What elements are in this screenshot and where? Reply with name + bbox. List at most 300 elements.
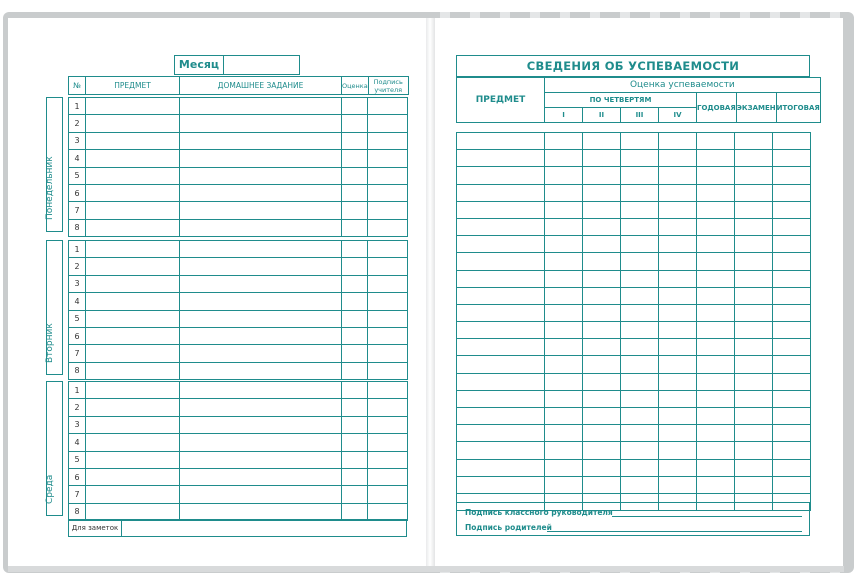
grade-entry-cell[interactable] <box>583 425 621 442</box>
lesson-row <box>69 293 408 310</box>
homework-cell[interactable] <box>180 399 342 416</box>
grade-entry-cell[interactable] <box>773 184 811 201</box>
grade-entry-cell[interactable] <box>583 373 621 390</box>
grade-entry-cell[interactable] <box>545 442 583 459</box>
homework-cell[interactable] <box>180 434 342 451</box>
grade-entry-cell[interactable] <box>621 184 659 201</box>
grade-entry-cell[interactable] <box>773 476 811 493</box>
subject-entry-cell[interactable] <box>457 476 545 493</box>
grade-entry-cell[interactable] <box>735 373 773 390</box>
grade-entry-cell[interactable] <box>545 476 583 493</box>
grade-entry-cell[interactable] <box>545 339 583 356</box>
homework-cell[interactable] <box>180 382 342 399</box>
grade-cell[interactable] <box>342 486 368 503</box>
grade-entry-cell[interactable] <box>621 236 659 253</box>
signature-cell[interactable] <box>368 275 408 292</box>
grade-entry-cell[interactable] <box>735 339 773 356</box>
grade-entry-cell[interactable] <box>545 201 583 218</box>
grade-entry-cell[interactable] <box>697 442 735 459</box>
homework-cell[interactable] <box>180 184 342 201</box>
grade-entry-cell[interactable] <box>583 150 621 167</box>
grade-cell[interactable] <box>342 150 368 167</box>
grade-entry-cell[interactable] <box>735 133 773 150</box>
subject-entry-cell[interactable] <box>457 442 545 459</box>
grade-cell[interactable] <box>342 382 368 399</box>
grade-entry-cell[interactable] <box>545 356 583 373</box>
day-label-box <box>46 381 63 516</box>
grade-entry-cell[interactable] <box>735 390 773 407</box>
grade-entry-cell[interactable] <box>735 184 773 201</box>
subject-cell[interactable] <box>86 327 180 344</box>
grade-entry-cell[interactable] <box>659 459 697 476</box>
grade-entry-cell[interactable] <box>659 270 697 287</box>
grade-entry-cell[interactable] <box>773 408 811 425</box>
grade-cell[interactable] <box>342 184 368 201</box>
lesson-number: 2 <box>69 115 86 132</box>
parent-signature-line[interactable] <box>547 531 802 532</box>
subject-cell[interactable] <box>86 241 180 258</box>
grade-entry-cell[interactable] <box>697 408 735 425</box>
grade-entry-cell[interactable] <box>545 408 583 425</box>
grade-entry-cell[interactable] <box>773 167 811 184</box>
grade-entry-cell[interactable] <box>659 150 697 167</box>
signature-cell[interactable] <box>368 219 408 236</box>
grade-entry-cell[interactable] <box>659 373 697 390</box>
grade-entry-cell[interactable] <box>659 390 697 407</box>
signature-cell[interactable] <box>368 362 408 379</box>
grade-entry-cell[interactable] <box>735 270 773 287</box>
grade-entry-cell[interactable] <box>697 236 735 253</box>
grade-entry-cell[interactable] <box>545 184 583 201</box>
grade-entry-cell[interactable] <box>659 442 697 459</box>
grade-entry-cell[interactable] <box>659 322 697 339</box>
grade-entry-cell[interactable] <box>697 218 735 235</box>
grade-entry-cell[interactable] <box>621 304 659 321</box>
homework-cell[interactable] <box>180 167 342 184</box>
grade-entry-cell[interactable] <box>545 218 583 235</box>
grade-entry-cell[interactable] <box>659 167 697 184</box>
subject-cell[interactable] <box>86 132 180 149</box>
grade-entry-cell[interactable] <box>621 356 659 373</box>
homework-cell[interactable] <box>180 362 342 379</box>
grade-entry-cell[interactable] <box>621 373 659 390</box>
grade-entry-cell[interactable] <box>621 442 659 459</box>
signature-cell[interactable] <box>368 241 408 258</box>
homework-cell[interactable] <box>180 275 342 292</box>
grade-entry-cell[interactable] <box>773 356 811 373</box>
signature-cell[interactable] <box>368 327 408 344</box>
grade-header: Оценка <box>342 77 369 95</box>
grade-entry-cell[interactable] <box>583 201 621 218</box>
subject-entry-cell[interactable] <box>457 270 545 287</box>
grade-entry-cell[interactable] <box>583 287 621 304</box>
subject-cell[interactable] <box>86 399 180 416</box>
diary-header <box>68 76 409 95</box>
grade-cell[interactable] <box>342 416 368 433</box>
grade-entry-cell[interactable] <box>583 476 621 493</box>
grade-entry-cell[interactable] <box>697 390 735 407</box>
signature-cell[interactable] <box>368 184 408 201</box>
subject-entry-cell[interactable] <box>457 287 545 304</box>
performance-row <box>457 408 811 425</box>
subject-entry-cell[interactable] <box>457 236 545 253</box>
grade-entry-cell[interactable] <box>621 270 659 287</box>
grade-cell[interactable] <box>342 468 368 485</box>
grade-entry-cell[interactable] <box>697 287 735 304</box>
homework-cell[interactable] <box>180 486 342 503</box>
homework-cell[interactable] <box>180 202 342 219</box>
homework-cell[interactable] <box>180 345 342 362</box>
grade-entry-cell[interactable] <box>697 425 735 442</box>
subject-cell[interactable] <box>86 416 180 433</box>
grade-entry-cell[interactable] <box>659 339 697 356</box>
subject-entry-cell[interactable] <box>457 218 545 235</box>
subject-cell[interactable] <box>86 275 180 292</box>
subject-entry-cell[interactable] <box>457 167 545 184</box>
homework-cell[interactable] <box>180 468 342 485</box>
homework-cell[interactable] <box>180 327 342 344</box>
grade-entry-cell[interactable] <box>773 287 811 304</box>
subject-cell[interactable] <box>86 345 180 362</box>
homework-cell[interactable] <box>180 219 342 236</box>
grade-entry-cell[interactable] <box>545 373 583 390</box>
grade-entry-cell[interactable] <box>545 270 583 287</box>
grade-entry-cell[interactable] <box>697 322 735 339</box>
grade-entry-cell[interactable] <box>697 167 735 184</box>
grade-entry-cell[interactable] <box>583 356 621 373</box>
grade-entry-cell[interactable] <box>545 133 583 150</box>
grade-entry-cell[interactable] <box>659 425 697 442</box>
grade-entry-cell[interactable] <box>583 459 621 476</box>
signatures-box <box>456 502 810 536</box>
grade-entry-cell[interactable] <box>545 236 583 253</box>
grade-entry-cell[interactable] <box>583 442 621 459</box>
grade-entry-cell[interactable] <box>621 150 659 167</box>
grade-entry-cell[interactable] <box>659 184 697 201</box>
lesson-row <box>69 345 408 362</box>
grade-entry-cell[interactable] <box>697 253 735 270</box>
performance-row <box>457 253 811 270</box>
signature-cell[interactable] <box>368 486 408 503</box>
grade-cell[interactable] <box>342 451 368 468</box>
subject-cell[interactable] <box>86 184 180 201</box>
signature-cell[interactable] <box>368 310 408 327</box>
grade-entry-cell[interactable] <box>659 356 697 373</box>
grade-entry-cell[interactable] <box>621 201 659 218</box>
lesson-number: 2 <box>69 258 86 275</box>
grade-entry-cell[interactable] <box>735 304 773 321</box>
subject-entry-cell[interactable] <box>457 253 545 270</box>
page-edge <box>8 566 844 572</box>
lesson-row <box>69 399 408 416</box>
grade-entry-cell[interactable] <box>659 133 697 150</box>
day-table <box>68 381 408 521</box>
signature-cell[interactable] <box>368 416 408 433</box>
subject-entry-cell[interactable] <box>457 150 545 167</box>
grade-entry-cell[interactable] <box>659 218 697 235</box>
grade-entry-cell[interactable] <box>545 304 583 321</box>
subject-entry-cell[interactable] <box>457 373 545 390</box>
lesson-number: 3 <box>69 275 86 292</box>
grade-entry-cell[interactable] <box>735 253 773 270</box>
subject-entry-cell[interactable] <box>457 322 545 339</box>
homework-cell[interactable] <box>180 98 342 115</box>
grade-entry-cell[interactable] <box>583 339 621 356</box>
teacher-signature-line[interactable] <box>612 516 802 517</box>
grade-cell[interactable] <box>342 345 368 362</box>
grade-entry-cell[interactable] <box>735 201 773 218</box>
subject-cell[interactable] <box>86 486 180 503</box>
month-field[interactable] <box>174 55 300 75</box>
grade-entry-cell[interactable] <box>773 425 811 442</box>
lesson-row <box>69 327 408 344</box>
homework-cell[interactable] <box>180 293 342 310</box>
quarter-3-header: III <box>621 108 659 123</box>
subject-cell[interactable] <box>86 382 180 399</box>
number-header: № <box>69 77 86 95</box>
grade-entry-cell[interactable] <box>697 184 735 201</box>
subject-entry-cell[interactable] <box>457 201 545 218</box>
homework-cell[interactable] <box>180 241 342 258</box>
grade-entry-cell[interactable] <box>583 322 621 339</box>
subject-cell[interactable] <box>86 219 180 236</box>
lesson-number: 3 <box>69 416 86 433</box>
grade-entry-cell[interactable] <box>545 253 583 270</box>
grade-cell[interactable] <box>342 275 368 292</box>
signature-cell[interactable] <box>368 98 408 115</box>
lesson-row <box>69 150 408 167</box>
signature-cell[interactable] <box>368 258 408 275</box>
grade-entry-cell[interactable] <box>583 133 621 150</box>
subject-cell[interactable] <box>86 115 180 132</box>
grade-entry-cell[interactable] <box>545 167 583 184</box>
signature-cell[interactable] <box>368 202 408 219</box>
quarter-1-header: I <box>545 108 583 123</box>
grade-entry-cell[interactable] <box>773 322 811 339</box>
grade-entry-cell[interactable] <box>697 373 735 390</box>
homework-cell[interactable] <box>180 150 342 167</box>
subject-cell[interactable] <box>86 468 180 485</box>
subject-entry-cell[interactable] <box>457 390 545 407</box>
lesson-row <box>69 468 408 485</box>
signature-cell[interactable] <box>368 115 408 132</box>
grade-entry-cell[interactable] <box>735 167 773 184</box>
grade-entry-cell[interactable] <box>773 304 811 321</box>
subject-cell[interactable] <box>86 451 180 468</box>
grade-entry-cell[interactable] <box>621 133 659 150</box>
grade-entry-cell[interactable] <box>545 390 583 407</box>
lesson-row <box>69 202 408 219</box>
grade-entry-cell[interactable] <box>659 201 697 218</box>
grade-cell[interactable] <box>342 219 368 236</box>
grade-entry-cell[interactable] <box>621 339 659 356</box>
grade-entry-cell[interactable] <box>773 442 811 459</box>
grade-entry-cell[interactable] <box>697 304 735 321</box>
grade-entry-cell[interactable] <box>697 150 735 167</box>
lesson-number: 2 <box>69 399 86 416</box>
grade-cell[interactable] <box>342 115 368 132</box>
grade-entry-cell[interactable] <box>583 304 621 321</box>
grade-entry-cell[interactable] <box>621 459 659 476</box>
homework-cell[interactable] <box>180 132 342 149</box>
grade-entry-cell[interactable] <box>697 476 735 493</box>
subject-cell[interactable] <box>86 150 180 167</box>
signature-cell[interactable] <box>368 451 408 468</box>
grade-entry-cell[interactable] <box>735 287 773 304</box>
performance-row <box>457 390 811 407</box>
grade-entry-cell[interactable] <box>583 253 621 270</box>
grade-entry-cell[interactable] <box>583 218 621 235</box>
day-label-box <box>46 240 63 375</box>
grade-entry-cell[interactable] <box>735 408 773 425</box>
grade-entry-cell[interactable] <box>659 236 697 253</box>
grade-entry-cell[interactable] <box>621 408 659 425</box>
homework-cell[interactable] <box>180 451 342 468</box>
grade-entry-cell[interactable] <box>621 425 659 442</box>
lesson-number: 1 <box>69 241 86 258</box>
performance-title: СВЕДЕНИЯ ОБ УСПЕВАЕМОСТИ <box>456 55 810 77</box>
grade-entry-cell[interactable] <box>621 167 659 184</box>
grade-entry-cell[interactable] <box>773 150 811 167</box>
grade-cell[interactable] <box>342 293 368 310</box>
subject-cell[interactable] <box>86 202 180 219</box>
homework-cell[interactable] <box>180 258 342 275</box>
grade-entry-cell[interactable] <box>621 218 659 235</box>
grade-entry-cell[interactable] <box>697 201 735 218</box>
grade-entry-cell[interactable] <box>697 339 735 356</box>
lesson-row <box>69 184 408 201</box>
signature-cell[interactable] <box>368 468 408 485</box>
performance-row <box>457 218 811 235</box>
homework-cell[interactable] <box>180 310 342 327</box>
day-table <box>68 240 408 380</box>
grade-cell[interactable] <box>342 310 368 327</box>
grade-entry-cell[interactable] <box>545 425 583 442</box>
grade-entry-cell[interactable] <box>773 270 811 287</box>
grade-entry-cell[interactable] <box>773 339 811 356</box>
grade-entry-cell[interactable] <box>659 476 697 493</box>
lesson-row <box>69 167 408 184</box>
grade-entry-cell[interactable] <box>773 236 811 253</box>
subject-entry-cell[interactable] <box>457 425 545 442</box>
subject-cell[interactable] <box>86 362 180 379</box>
grade-entry-cell[interactable] <box>773 253 811 270</box>
performance-row <box>457 425 811 442</box>
grade-entry-cell[interactable] <box>697 133 735 150</box>
grade-entry-cell[interactable] <box>773 133 811 150</box>
grade-entry-cell[interactable] <box>545 459 583 476</box>
lesson-number: 5 <box>69 167 86 184</box>
grade-cell[interactable] <box>342 362 368 379</box>
grade-cell[interactable] <box>342 98 368 115</box>
grade-entry-cell[interactable] <box>697 356 735 373</box>
lesson-row <box>69 115 408 132</box>
signature-cell[interactable] <box>368 345 408 362</box>
signature-cell[interactable] <box>368 150 408 167</box>
grade-cell[interactable] <box>342 327 368 344</box>
grade-entry-cell[interactable] <box>583 390 621 407</box>
performance-row <box>457 270 811 287</box>
grade-cell[interactable] <box>342 399 368 416</box>
subject-cell[interactable] <box>86 310 180 327</box>
grade-entry-cell[interactable] <box>583 270 621 287</box>
grade-entry-cell[interactable] <box>659 253 697 270</box>
grade-entry-cell[interactable] <box>583 167 621 184</box>
grade-entry-cell[interactable] <box>545 150 583 167</box>
grade-entry-cell[interactable] <box>621 287 659 304</box>
grade-entry-cell[interactable] <box>735 236 773 253</box>
grade-cell[interactable] <box>342 434 368 451</box>
grade-entry-cell[interactable] <box>545 287 583 304</box>
signature-cell[interactable] <box>368 132 408 149</box>
grade-entry-cell[interactable] <box>735 459 773 476</box>
grade-entry-cell[interactable] <box>735 425 773 442</box>
grade-entry-cell[interactable] <box>659 287 697 304</box>
notes-label: Для заметок <box>69 520 122 536</box>
grade-entry-cell[interactable] <box>545 322 583 339</box>
subject-entry-cell[interactable] <box>457 356 545 373</box>
subject-entry-cell[interactable] <box>457 304 545 321</box>
grade-entry-cell[interactable] <box>735 442 773 459</box>
grade-entry-cell[interactable] <box>773 373 811 390</box>
signature-cell[interactable] <box>368 293 408 310</box>
subject-entry-cell[interactable] <box>457 184 545 201</box>
signature-cell[interactable] <box>368 399 408 416</box>
subject-cell[interactable] <box>86 258 180 275</box>
grade-entry-cell[interactable] <box>583 408 621 425</box>
subject-cell[interactable] <box>86 167 180 184</box>
subject-cell[interactable] <box>86 98 180 115</box>
grade-entry-cell[interactable] <box>773 390 811 407</box>
grade-entry-cell[interactable] <box>659 304 697 321</box>
homework-cell[interactable] <box>180 115 342 132</box>
subject-entry-cell[interactable] <box>457 459 545 476</box>
grade-entry-cell[interactable] <box>735 322 773 339</box>
subject-cell[interactable] <box>86 434 180 451</box>
subject-cell[interactable] <box>86 293 180 310</box>
grade-entry-cell[interactable] <box>583 236 621 253</box>
grade-entry-cell[interactable] <box>735 218 773 235</box>
grade-entry-cell[interactable] <box>735 150 773 167</box>
subject-entry-cell[interactable] <box>457 339 545 356</box>
grade-cell[interactable] <box>342 202 368 219</box>
grade-entry-cell[interactable] <box>773 218 811 235</box>
grade-cell[interactable] <box>342 241 368 258</box>
grade-entry-cell[interactable] <box>621 476 659 493</box>
grade-entry-cell[interactable] <box>621 322 659 339</box>
grade-entry-cell[interactable] <box>735 476 773 493</box>
grade-entry-cell[interactable] <box>773 459 811 476</box>
notes-field[interactable] <box>68 519 407 537</box>
grade-entry-cell[interactable] <box>659 408 697 425</box>
signature-cell[interactable] <box>368 382 408 399</box>
signature-cell[interactable] <box>368 434 408 451</box>
grade-entry-cell[interactable] <box>583 184 621 201</box>
grade-entry-cell[interactable] <box>773 201 811 218</box>
grade-entry-cell[interactable] <box>735 356 773 373</box>
grade-entry-cell[interactable] <box>697 270 735 287</box>
homework-cell[interactable] <box>180 416 342 433</box>
subject-entry-cell[interactable] <box>457 408 545 425</box>
subject-entry-cell[interactable] <box>457 133 545 150</box>
signature-cell[interactable] <box>368 167 408 184</box>
grade-cell[interactable] <box>342 258 368 275</box>
grade-entry-cell[interactable] <box>697 459 735 476</box>
grade-cell[interactable] <box>342 132 368 149</box>
grade-entry-cell[interactable] <box>621 390 659 407</box>
grade-cell[interactable] <box>342 167 368 184</box>
grade-entry-cell[interactable] <box>621 253 659 270</box>
